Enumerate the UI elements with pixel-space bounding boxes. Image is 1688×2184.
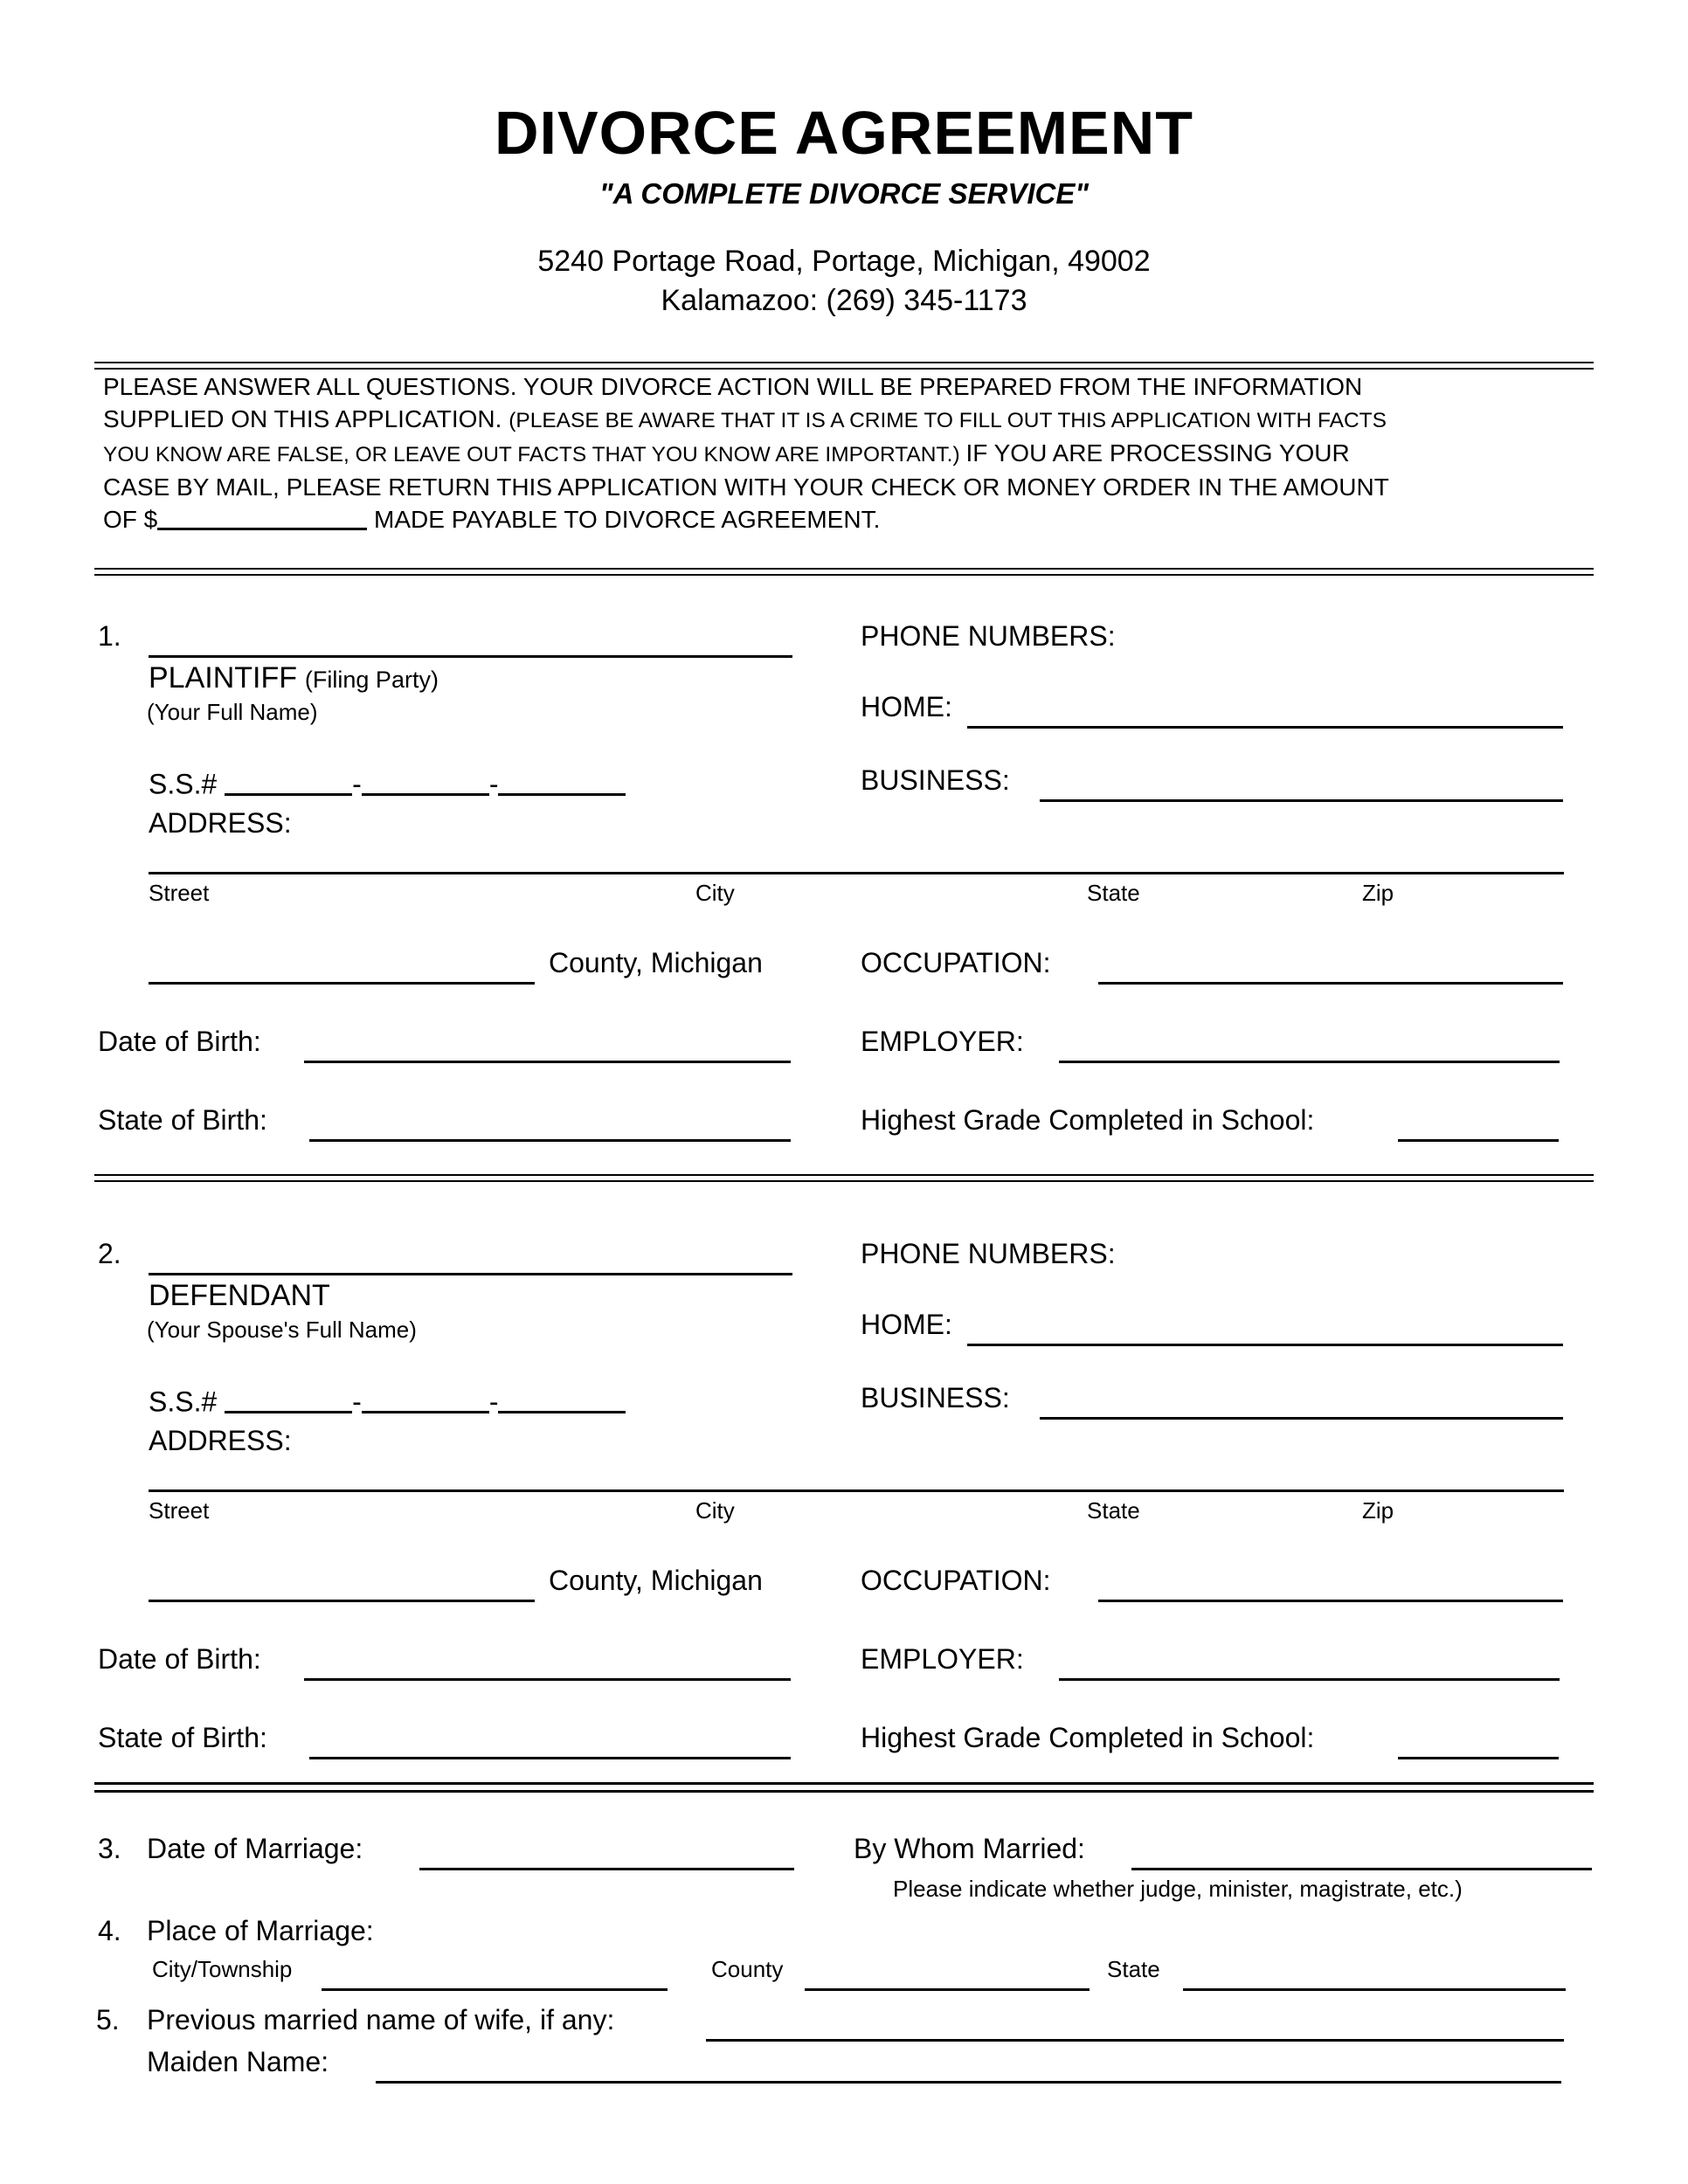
plaintiff-ssn-part1-field[interactable]	[225, 767, 352, 796]
section1-number: 1.	[98, 620, 121, 652]
plaintiff-county-field[interactable]	[149, 949, 535, 985]
by-whom-married-field[interactable]	[1131, 1835, 1592, 1870]
defendant-sob-field[interactable]	[309, 1724, 791, 1759]
defendant-ssn-part1-field[interactable]	[225, 1385, 352, 1413]
defendant-dob-field[interactable]	[304, 1645, 791, 1681]
plaintiff-business-phone-field[interactable]	[1040, 766, 1563, 802]
page-subtitle: "A COMPLETE DIVORCE SERVICE"	[599, 177, 1089, 210]
defendant-county-field[interactable]	[149, 1566, 535, 1602]
defendant-city-label: City	[695, 1497, 735, 1524]
defendant-business-phone-field[interactable]	[1040, 1384, 1563, 1420]
defendant-home-phone-field[interactable]	[967, 1310, 1563, 1346]
plaintiff-name-hint: (Your Full Name)	[147, 699, 318, 725]
plaintiff-sob-field[interactable]	[309, 1106, 791, 1142]
defendant-ssn-row	[149, 1385, 626, 1418]
defendant-address-label: ADDRESS:	[149, 1425, 292, 1456]
plaintiff-occupation-label: OCCUPATION:	[861, 947, 1051, 978]
maiden-name-field[interactable]	[376, 2048, 1561, 2084]
plaintiff-business-label: BUSINESS:	[861, 764, 1010, 796]
section2-number: 2.	[98, 1238, 121, 1269]
defendant-business-label: BUSINESS:	[861, 1382, 1010, 1413]
previous-name-label: Previous married name of wife, if any:	[147, 2004, 615, 2035]
instructions-warning: (PLEASE BE AWARE THAT IT IS A CRIME TO FILL OUT THIS APPLICATION WITH FACTS YOU KNOW ARE FALSE, OR LEAVE OUT FACTS THAT YOU KNOW ARE IMPORTANT.)	[103, 409, 1387, 467]
defendant-dob-label: Date of Birth:	[98, 1643, 261, 1675]
section-divider-heavy	[94, 1782, 1594, 1793]
plaintiff-address-field[interactable]	[149, 839, 1564, 874]
by-whom-married-note: Please indicate whether judge, minister, magistrate, etc.)	[893, 1876, 1463, 1902]
fee-amount-field[interactable]	[157, 504, 367, 530]
defendant-ssn-label: S.S.#	[149, 1386, 218, 1418]
marriage-state-field[interactable]	[1183, 1955, 1566, 1991]
plaintiff-occupation-field[interactable]	[1098, 949, 1563, 985]
ssn-dash: -	[352, 1386, 362, 1418]
marriage-county-field[interactable]	[805, 1955, 1090, 1991]
marriage-city-field[interactable]	[322, 1955, 668, 1991]
plaintiff-county-suffix: County, Michigan	[549, 947, 763, 978]
defendant-name-field[interactable]	[149, 1240, 792, 1275]
section-divider	[94, 1174, 1594, 1182]
marriage-city-label: City/Township	[152, 1956, 293, 1982]
plaintiff-name-field[interactable]	[149, 622, 792, 658]
previous-name-field[interactable]	[706, 2006, 1564, 2042]
company-address: 5240 Portage Road, Portage, Michigan, 49002	[537, 245, 1151, 278]
plaintiff-home-phone-field[interactable]	[967, 693, 1563, 729]
defendant-occupation-label: OCCUPATION:	[861, 1565, 1051, 1596]
plaintiff-ssn-label: S.S.#	[149, 768, 218, 800]
defendant-employer-label: EMPLOYER:	[861, 1643, 1024, 1675]
plaintiff-grade-field[interactable]	[1398, 1106, 1559, 1142]
section5-number: 5.	[96, 2004, 120, 2035]
defendant-street-label: Street	[149, 1497, 210, 1524]
section3-number: 3.	[98, 1833, 121, 1864]
marriage-date-label: Date of Marriage:	[147, 1833, 363, 1864]
instructions-mail-prefix: IF YOU ARE PROCESSING YOUR CASE BY MAIL, PLEASE RETURN THIS APPLICATION WITH YOUR CHECK OR MONEY ORDER IN THE AMOUNT OF $	[103, 439, 1389, 533]
instructions-sentence1: PLEASE ANSWER ALL QUESTIONS. YOUR DIVORCE ACTION WILL BE PREPARED FROM THE INFORMATION SUPPLIED ON THIS APPLICATION.	[103, 373, 1363, 432]
plaintiff-grade-label: Highest Grade Completed in School:	[861, 1104, 1315, 1136]
defendant-employer-field[interactable]	[1059, 1645, 1560, 1681]
page-title: DIVORCE AGREEMENT	[494, 99, 1194, 167]
defendant-grade-field[interactable]	[1398, 1724, 1559, 1759]
plaintiff-sob-label: State of Birth:	[98, 1104, 267, 1136]
plaintiff-dob-field[interactable]	[304, 1027, 791, 1063]
plaintiff-role-row	[149, 661, 439, 695]
defendant-name-hint: (Your Spouse's Full Name)	[147, 1317, 417, 1343]
plaintiff-phone-header: PHONE NUMBERS:	[861, 620, 1116, 652]
maiden-name-label: Maiden Name:	[147, 2046, 329, 2077]
instructions-mail-suffix: MADE PAYABLE TO DIVORCE AGREEMENT.	[367, 506, 881, 533]
defendant-ssn-part3-field[interactable]	[498, 1385, 626, 1413]
plaintiff-city-label: City	[695, 880, 735, 906]
plaintiff-address-label: ADDRESS:	[149, 807, 292, 839]
defendant-state-label: State	[1087, 1497, 1140, 1524]
plaintiff-zip-label: Zip	[1362, 880, 1394, 906]
plaintiff-ssn-part3-field[interactable]	[498, 767, 626, 796]
ssn-dash: -	[488, 768, 499, 800]
plaintiff-ssn-row	[149, 767, 626, 800]
company-phone: Kalamazoo: (269) 345-1173	[661, 284, 1027, 317]
defendant-home-label: HOME:	[861, 1309, 952, 1340]
instructions-bottom-rule	[94, 568, 1594, 576]
marriage-place-label: Place of Marriage:	[147, 1915, 374, 1946]
defendant-zip-label: Zip	[1362, 1497, 1394, 1524]
plaintiff-street-label: Street	[149, 880, 210, 906]
defendant-role-label: DEFENDANT	[149, 1279, 330, 1312]
plaintiff-state-label: State	[1087, 880, 1140, 906]
defendant-sob-label: State of Birth:	[98, 1722, 267, 1753]
plaintiff-employer-label: EMPLOYER:	[861, 1026, 1024, 1057]
instructions-top-rule	[94, 362, 1594, 370]
plaintiff-dob-label: Date of Birth:	[98, 1026, 261, 1057]
marriage-date-field[interactable]	[419, 1835, 794, 1870]
ssn-dash: -	[352, 768, 362, 800]
defendant-ssn-part2-field[interactable]	[362, 1385, 489, 1413]
instructions-paragraph	[103, 370, 1418, 536]
plaintiff-home-label: HOME:	[861, 691, 952, 722]
plaintiff-ssn-part2-field[interactable]	[362, 767, 489, 796]
plaintiff-employer-field[interactable]	[1059, 1027, 1560, 1063]
defendant-phone-header: PHONE NUMBERS:	[861, 1238, 1116, 1269]
marriage-state-label: State	[1107, 1956, 1160, 1982]
ssn-dash: -	[488, 1386, 499, 1418]
defendant-county-suffix: County, Michigan	[549, 1565, 763, 1596]
defendant-address-field[interactable]	[149, 1456, 1564, 1492]
marriage-county-label: County	[711, 1956, 784, 1982]
plaintiff-role-note: (Filing Party)	[304, 667, 439, 693]
defendant-occupation-field[interactable]	[1098, 1566, 1563, 1602]
by-whom-married-label: By Whom Married:	[854, 1833, 1085, 1864]
defendant-grade-label: Highest Grade Completed in School:	[861, 1722, 1315, 1753]
plaintiff-role-label: PLAINTIFF	[149, 661, 298, 695]
section4-number: 4.	[98, 1915, 121, 1946]
